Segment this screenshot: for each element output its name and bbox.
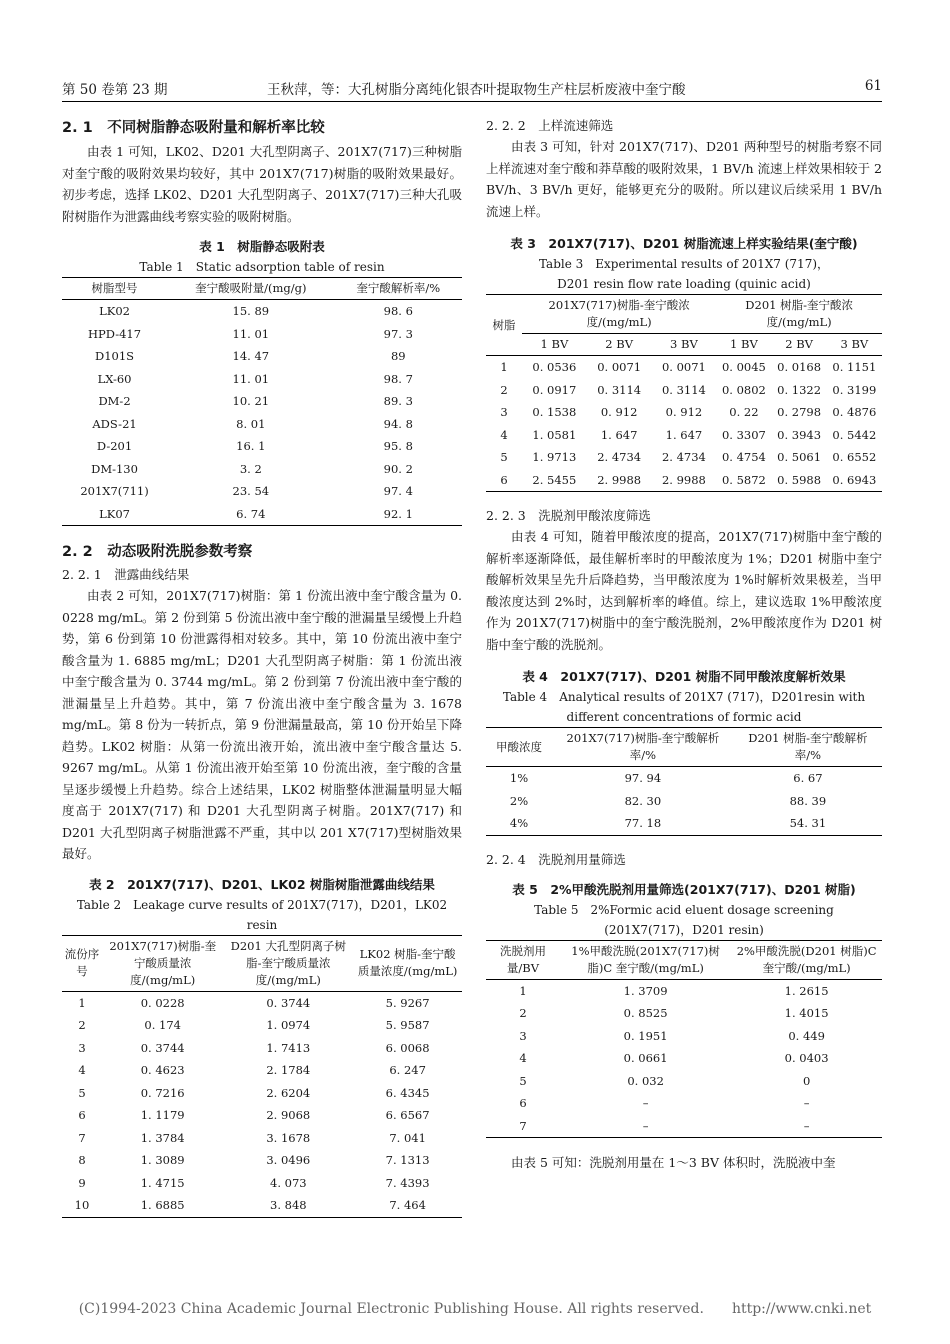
table2-cell: 1. 6885 [102,1194,223,1217]
table4-cell: 6. 67 [793,771,823,786]
table3-row [486,424,882,447]
table2-cell: 9 [78,1175,86,1190]
page-number: 61 [864,78,882,94]
table2-cell: 0. 0228 [140,995,185,1010]
table1-cell: 90. 2 [383,461,413,476]
table2-cell: 1. 1179 [140,1108,185,1123]
table2-cell: 6. 4345 [385,1085,430,1100]
table3-cell: 0. 0802 [721,382,766,397]
table5-cell: 0. 032 [627,1073,664,1088]
table3-cell: 1 [500,360,508,375]
table2-cell: 5. 9267 [385,995,430,1010]
table4 [486,727,882,836]
table3-cell: 0. 1151 [832,360,877,375]
table2-cell: 3. 0496 [266,1153,311,1168]
table2-cell: 3 [78,1040,86,1055]
table5-cell: 0. 449 [788,1028,825,1043]
table3-cell: 0. 3114 [597,382,642,397]
table1-row [62,458,462,481]
table3-cell: 4 [500,427,508,442]
table1-cell: HPD-417 [88,326,142,341]
table3-cell: 0. 3943 [777,427,822,442]
table2-header: D201 大孔型阴离子树脂-奎宁酸质量浓度/(mg/mL) [223,935,353,991]
section-2-1-paragraph: 由表 1 可知，LK02、D201 大孔型阴离子、201X7(717)三种树脂对奎宁酸的吸附效果均较好，其中 201X7(717)树脂的吸附效果最好。初步考虑，选择 LK02、D201 大孔型阴离子、201X7(717)三种大孔吸附树脂作为泄露曲线考察实验的吸附树脂。 [62,144,462,224]
table1-cell: 6. 74 [167,503,334,526]
table2-cell: 1. 0974 [266,1018,311,1033]
table2-cell: 1 [78,995,86,1010]
table5-header: 洗脱剂用量/BV [486,940,560,979]
table3-cell: 0. 6552 [832,450,877,465]
table4-row [486,812,882,835]
running-title: 王秋萍，等：大孔树脂分离纯化银杏叶提取物生产柱层析废液中奎宁酸 [267,82,686,98]
right-column [486,116,882,1174]
table3-cell: 0. 4876 [832,405,877,420]
table2-cell: 1. 3784 [140,1130,185,1145]
table1-cell: D101S [95,349,135,364]
table2-row [62,1014,462,1037]
table5-caption-en: (201X7(717)，D201 resin) [604,922,764,937]
header-rule [62,101,882,102]
table5-row [486,1025,882,1048]
table1-row [62,323,462,346]
table2-header: 流份序号 [62,935,102,991]
table4-caption-zh: 表 4 201X7(717)、D201 树脂不同甲酸浓度解析效果 [522,669,846,684]
table1-row [62,345,462,368]
table3-subheader: 3 BV [827,334,882,356]
table3-header-resin: 树脂 [486,295,522,356]
table5-row [486,1047,882,1070]
table4-cell: 1% [509,771,529,786]
table3-subheader: 1 BV [522,334,587,356]
table4-cell: 4% [486,812,552,835]
table4-header: 201X7(717)树脂-奎宁酸解析率/% [552,728,734,767]
table3-group-header: 201X7(717)树脂-奎宁酸浓度/(mg/mL) [522,295,716,334]
table3-cell: 0. 912 [600,405,638,420]
table5-cell: 0. 8525 [623,1006,668,1021]
tail-paragraph: 由表 5 可知：洗脱剂用量在 1～3 BV 体积时，洗脱液中奎 [511,1155,836,1170]
table5-cell: 3 [519,1028,527,1043]
table2-cell: 7 [78,1130,86,1145]
table3-cell: 0. 4754 [721,450,766,465]
table2-cell: 3. 1678 [266,1130,311,1145]
table1-row [62,435,462,458]
table5-cell: 0. 1951 [623,1028,668,1043]
table5-row [486,1115,882,1138]
table1-cell: D-201 [96,439,133,454]
table1-cell: DM-2 [98,394,131,409]
table3-caption-en: Table 3 Experimental results of 201X7 (717)， [538,257,830,271]
table1-cell: 8. 01 [236,416,266,431]
table2-row [62,1194,462,1217]
table4-header: 甲酸浓度 [486,728,552,767]
table3-cell: 2. 4734 [661,450,706,465]
table3-cell: 0. 0536 [532,360,577,375]
table3-cell: 1. 9713 [532,450,577,465]
table3-caption-zh: 表 3 201X7(717)、D201 树脂流速上样实验结果(奎宁酸) [510,236,858,251]
running-header [62,74,882,100]
table1-row [62,368,462,391]
table2-cell: 0. 4623 [140,1063,185,1078]
table1-cell: 11. 01 [232,326,270,341]
table5-cell: 4 [519,1051,527,1066]
table2-cell: 10 [62,1194,102,1217]
table2-header: 201X7(717)树脂-奎宁酸质量浓度/(mg/mL) [102,935,223,991]
table4-caption-en: Table 4 Analytical results of 201X7 (717)，D201resin with [502,690,866,704]
table1-cell: 89 [390,349,406,364]
table2-cell: 7. 1313 [385,1153,430,1168]
table1-cell: 89. 3 [383,394,413,409]
table3-cell: 2. 9988 [587,469,652,492]
table3-cell: 5 [500,450,508,465]
table1-cell: 23. 54 [232,484,270,499]
table2-cell: 6. 6567 [385,1108,430,1123]
table3-subheader: 1 BV [716,334,771,356]
section-2-2-4-heading: 2. 2. 4 洗脱剂用量筛选 [486,851,626,867]
table3-subheader: 2 BV [587,334,652,356]
table1-cell: DM-130 [91,461,138,476]
table5-header: 2%甲酸洗脱(D201 树脂)C 奎宁酸/(mg/mL) [731,940,882,979]
table5-cell: 6 [519,1096,527,1111]
table2 [62,935,462,1218]
table1-cell: 92. 1 [335,503,462,526]
table1-cell: LK07 [62,503,167,526]
table1-cell: LK02 [99,304,130,319]
section-2-2-3-paragraph: 由表 4 可知，随着甲酸浓度的提高，201X7(717)树脂中奎宁酸的解析率逐渐降低，最佳解析率时的甲酸浓度为 1%；D201 树脂中奎宁酸解析效果呈先升后降趋势，当甲酸浓度为 1%时解析效果极差，当甲酸浓度达到 2%时，达到解析率的峰值。综上，建议选取 1%甲酸浓度作为 201X7(717)树脂中的奎宁酸洗脱剂，2%甲酸浓度作为 D201 树脂中奎宁酸的洗脱剂。 [486,529,882,652]
table2-cell: 5 [78,1085,86,1100]
table4-cell: 88. 39 [789,793,827,808]
table3 [486,294,882,492]
table2-cell: 5. 9587 [385,1018,430,1033]
table3-cell: 2. 5455 [522,469,587,492]
table5-cell: – [560,1115,731,1138]
table2-cell: 0. 174 [144,1018,181,1033]
table2-cell: 6. 0068 [385,1040,430,1055]
table1-caption-zh: 表 1 树脂静态吸附表 [199,239,325,254]
table1-header: 奎宁酸解析率/% [335,278,462,300]
table1-caption-en: Table 1 Static adsorption table of resin [139,260,385,274]
left-column [62,116,462,1218]
table5 [486,940,882,1139]
table2-row [62,1059,462,1082]
table4-row [486,790,882,813]
table1-cell: LX-60 [97,371,132,386]
table4-cell: 54. 31 [734,812,882,835]
table5-caption-en: Table 5 2%Formic acid eluent dosage screening [534,902,834,917]
table5-caption-zh: 表 5 2%甲酸洗脱剂用量筛选(201X7(717)、D201 树脂) [512,881,856,897]
table1-cell: 95. 8 [383,439,413,454]
table2-cell: 2. 9068 [266,1108,311,1123]
table2-row [62,1104,462,1127]
table3-cell: 0. 22 [729,405,759,420]
section-2-2-1-heading: 2. 2. 1 泄露曲线结果 [62,567,190,582]
table1 [62,277,462,526]
table3-row [486,446,882,469]
table1-cell: 11. 01 [232,371,270,386]
table3-row [486,379,882,402]
table1-cell: 15. 89 [232,304,270,319]
table3-cell: 0. 912 [665,405,703,420]
table2-cell: 1. 7413 [266,1040,311,1055]
table5-cell: 0. 0403 [784,1051,829,1066]
table2-cell: 1. 4715 [140,1175,185,1190]
table1-cell: 201X7(711) [80,484,149,499]
table2-row [62,1037,462,1060]
table1-cell: 97. 4 [383,484,413,499]
table3-cell: 0. 6943 [827,469,882,492]
table5-cell: 1 [519,983,527,998]
table1-cell: 98. 7 [383,371,413,386]
table5-cell: – [803,1096,810,1111]
table2-cell: 7. 464 [353,1194,462,1217]
table2-cell: 1. 3089 [140,1153,185,1168]
table3-cell: 0. 0917 [532,382,577,397]
table4-row [486,767,882,790]
table1-header: 树脂型号 [62,278,167,300]
table2-row [62,1082,462,1105]
table5-row [486,1092,882,1115]
table4-caption-en: different concentrations of formic acid [566,710,802,724]
table2-cell: 2. 1784 [266,1063,311,1078]
table3-cell: 0. 3307 [721,427,766,442]
table2-cell: 4. 073 [270,1175,307,1190]
table3-caption-en: D201 resin flow rate loading (quinic acid) [557,277,811,291]
table3-cell: 2. 4734 [597,450,642,465]
copyright-footer: (C)1994-2023 China Academic Journal Electronic Publishing House. All rights reserved. http://www.cnki.net [78,1301,872,1317]
table3-cell: 1. 647 [665,427,703,442]
section-2-2-heading: 2. 2 动态吸附洗脱参数考察 [62,544,253,560]
table3-subheader: 3 BV [652,334,717,356]
table4-header: D201 树脂-奎宁酸解析率/% [734,728,882,767]
table2-cell: 8 [78,1153,86,1168]
table3-row [486,356,882,379]
table1-cell: 10. 21 [232,394,270,409]
table5-cell: 0 [802,1073,811,1088]
table3-cell: 0. 5061 [777,450,822,465]
section-2-2-2-paragraph: 由表 3 可知，针对 201X7(717)、D201 两种型号的树脂考察不同上样流速对奎宁酸和莽草酸的吸附效果，1 BV/h 流速上样效果相较于 2 BV/h、3 BV/h 更好，能够更充分的吸附。所以建议后续采用 1 BV/h 流速上样。 [486,139,882,219]
table3-cell: 1. 647 [600,427,638,442]
table2-cell: 7. 041 [389,1130,426,1145]
table5-cell: 0. 0661 [623,1051,668,1066]
table3-cell: 0. 0045 [721,360,766,375]
table3-cell: 0. 3114 [661,382,706,397]
table3-cell: 1. 0581 [532,427,577,442]
table5-row [486,1070,882,1093]
table5-cell: 5 [519,1073,527,1088]
table3-group-header: D201 树脂-奎宁酸浓度/(mg/mL) [716,295,882,334]
table3-cell: 2 [500,382,508,397]
table3-cell: 0. 0071 [597,360,642,375]
table2-cell: 0. 7216 [140,1085,185,1100]
table1-cell: ADS-21 [92,416,137,431]
section-2-2-3-heading: 2. 2. 3 洗脱剂甲酸浓度筛选 [486,508,651,523]
journal-volume: 第 50 卷第 23 期 [62,82,168,98]
table5-cell: 7 [486,1115,560,1138]
table3-cell: 0. 1322 [777,382,822,397]
table1-cell: 3. 2 [239,461,262,476]
table1-cell: 97. 3 [383,326,413,341]
table2-caption-en: Table 2 Leakage curve results of 201X7(717)，D201，LK02 resin [76,897,448,932]
table3-cell: 0. 3199 [832,382,877,397]
table3-row [486,469,882,492]
table2-cell: 4 [78,1063,86,1078]
table2-cell: 7. 4393 [385,1175,430,1190]
table1-cell: 16. 1 [236,439,266,454]
table2-caption-zh: 表 2 201X7(717)、D201、LK02 树脂树脂泄露曲线结果 [89,876,435,892]
table5-cell: 1. 3709 [623,983,668,998]
table3-cell: 6 [486,469,522,492]
table2-cell: 3. 848 [223,1194,353,1217]
table3-cell: 3 [500,405,508,420]
table1-row [62,390,462,413]
section-2-1-heading: 2. 1 不同树脂静态吸附量和解析率比较 [62,120,325,136]
table2-cell: 0. 3744 [266,995,311,1010]
table2-row [62,991,462,1014]
table3-cell: 0. 0168 [777,360,822,375]
table3-cell: 0. 5872 [716,469,771,492]
table5-cell: 1. 2615 [784,983,829,998]
table1-cell: 98. 6 [383,304,413,319]
table3-row [486,401,882,424]
table2-row [62,1149,462,1172]
table1-cell: 14. 47 [232,349,270,364]
table5-cell: – [642,1096,649,1111]
table5-row [486,979,882,1002]
table1-cell: 94. 8 [383,416,413,431]
table2-cell: 2 [78,1018,86,1033]
table5-cell: 1. 4015 [784,1006,829,1021]
table4-cell: 2% [509,793,529,808]
table2-cell: 2. 6204 [266,1085,311,1100]
table3-cell: 0. 0071 [661,360,706,375]
table2-row [62,1172,462,1195]
table2-cell: 0. 3744 [140,1040,185,1055]
table1-row [62,300,462,323]
table4-cell: 77. 18 [552,812,734,835]
table1-row [62,480,462,503]
table3-cell: 2. 9988 [652,469,717,492]
table5-header: 1%甲酸洗脱(201X7(717)树脂)C 奎宁酸/(mg/mL) [560,940,731,979]
section-2-2-2-heading: 2. 2. 2 上样流速筛选 [486,118,614,133]
table3-cell: 0. 5988 [772,469,827,492]
table2-row [62,1127,462,1150]
table5-cell: 2 [519,1006,527,1021]
table1-row [62,503,462,526]
table1-row [62,413,462,436]
section-2-2-1-paragraph: 由表 2 可知，201X7(717)树脂：第 1 份流出液中奎宁酸含量为 0. 0228 mg/mL。第 2 份到第 5 份流出液中奎宁酸的泄漏量呈缓慢上升趋势，第 6 份到第 10 份泄露得相对较多。其中，第 10 份流出液中奎宁酸含量为 1. 6885 mg/mL；D201 大孔型阴离子树脂：第 1 份流出液中奎宁酸含量为 0. 3744 mg/mL。第 2 份到第 7 份流出液中奎宁酸的泄漏量呈上升趋势。其中，第 7 份流出液中奎宁酸含量为 3. 1678 mg/mL。第 8 份为一转折点，第 9 份泄漏量最高，第 10 份开始呈下降趋势。LK02 树脂：从第一份流出液开始，流出液中奎宁酸含量达 5. 9267 mg/mL。从第 1 份流出液开始至第 10 份流出液，奎宁酸的含量呈逐步缓慢上升趋势。综合上述结果，LK02 树脂整体泄漏量明显大幅度高于 201X7(717) 和 D201 大孔型阴离子树脂。201X7(717) 和 D201 大孔型阴离子树脂泄露不严重，其中以 201 X7(717)型树脂效果最好。 [62,588,462,861]
table2-cell: 6 [78,1108,86,1123]
table2-cell: 6. 247 [389,1063,426,1078]
table4-cell: 97. 94 [624,771,662,786]
table3-cell: 0. 1538 [532,405,577,420]
table3-cell: 0. 2798 [777,405,822,420]
table2-header: LK02 树脂-奎宁酸质量浓度/(mg/mL) [353,935,462,991]
table1-header: 奎宁酸吸附量/(mg/g) [167,278,334,300]
table5-cell: – [731,1115,882,1138]
table4-cell: 82. 30 [624,793,662,808]
table5-row [486,1002,882,1025]
table3-cell: 0. 5442 [832,427,877,442]
table3-subheader: 2 BV [772,334,827,356]
